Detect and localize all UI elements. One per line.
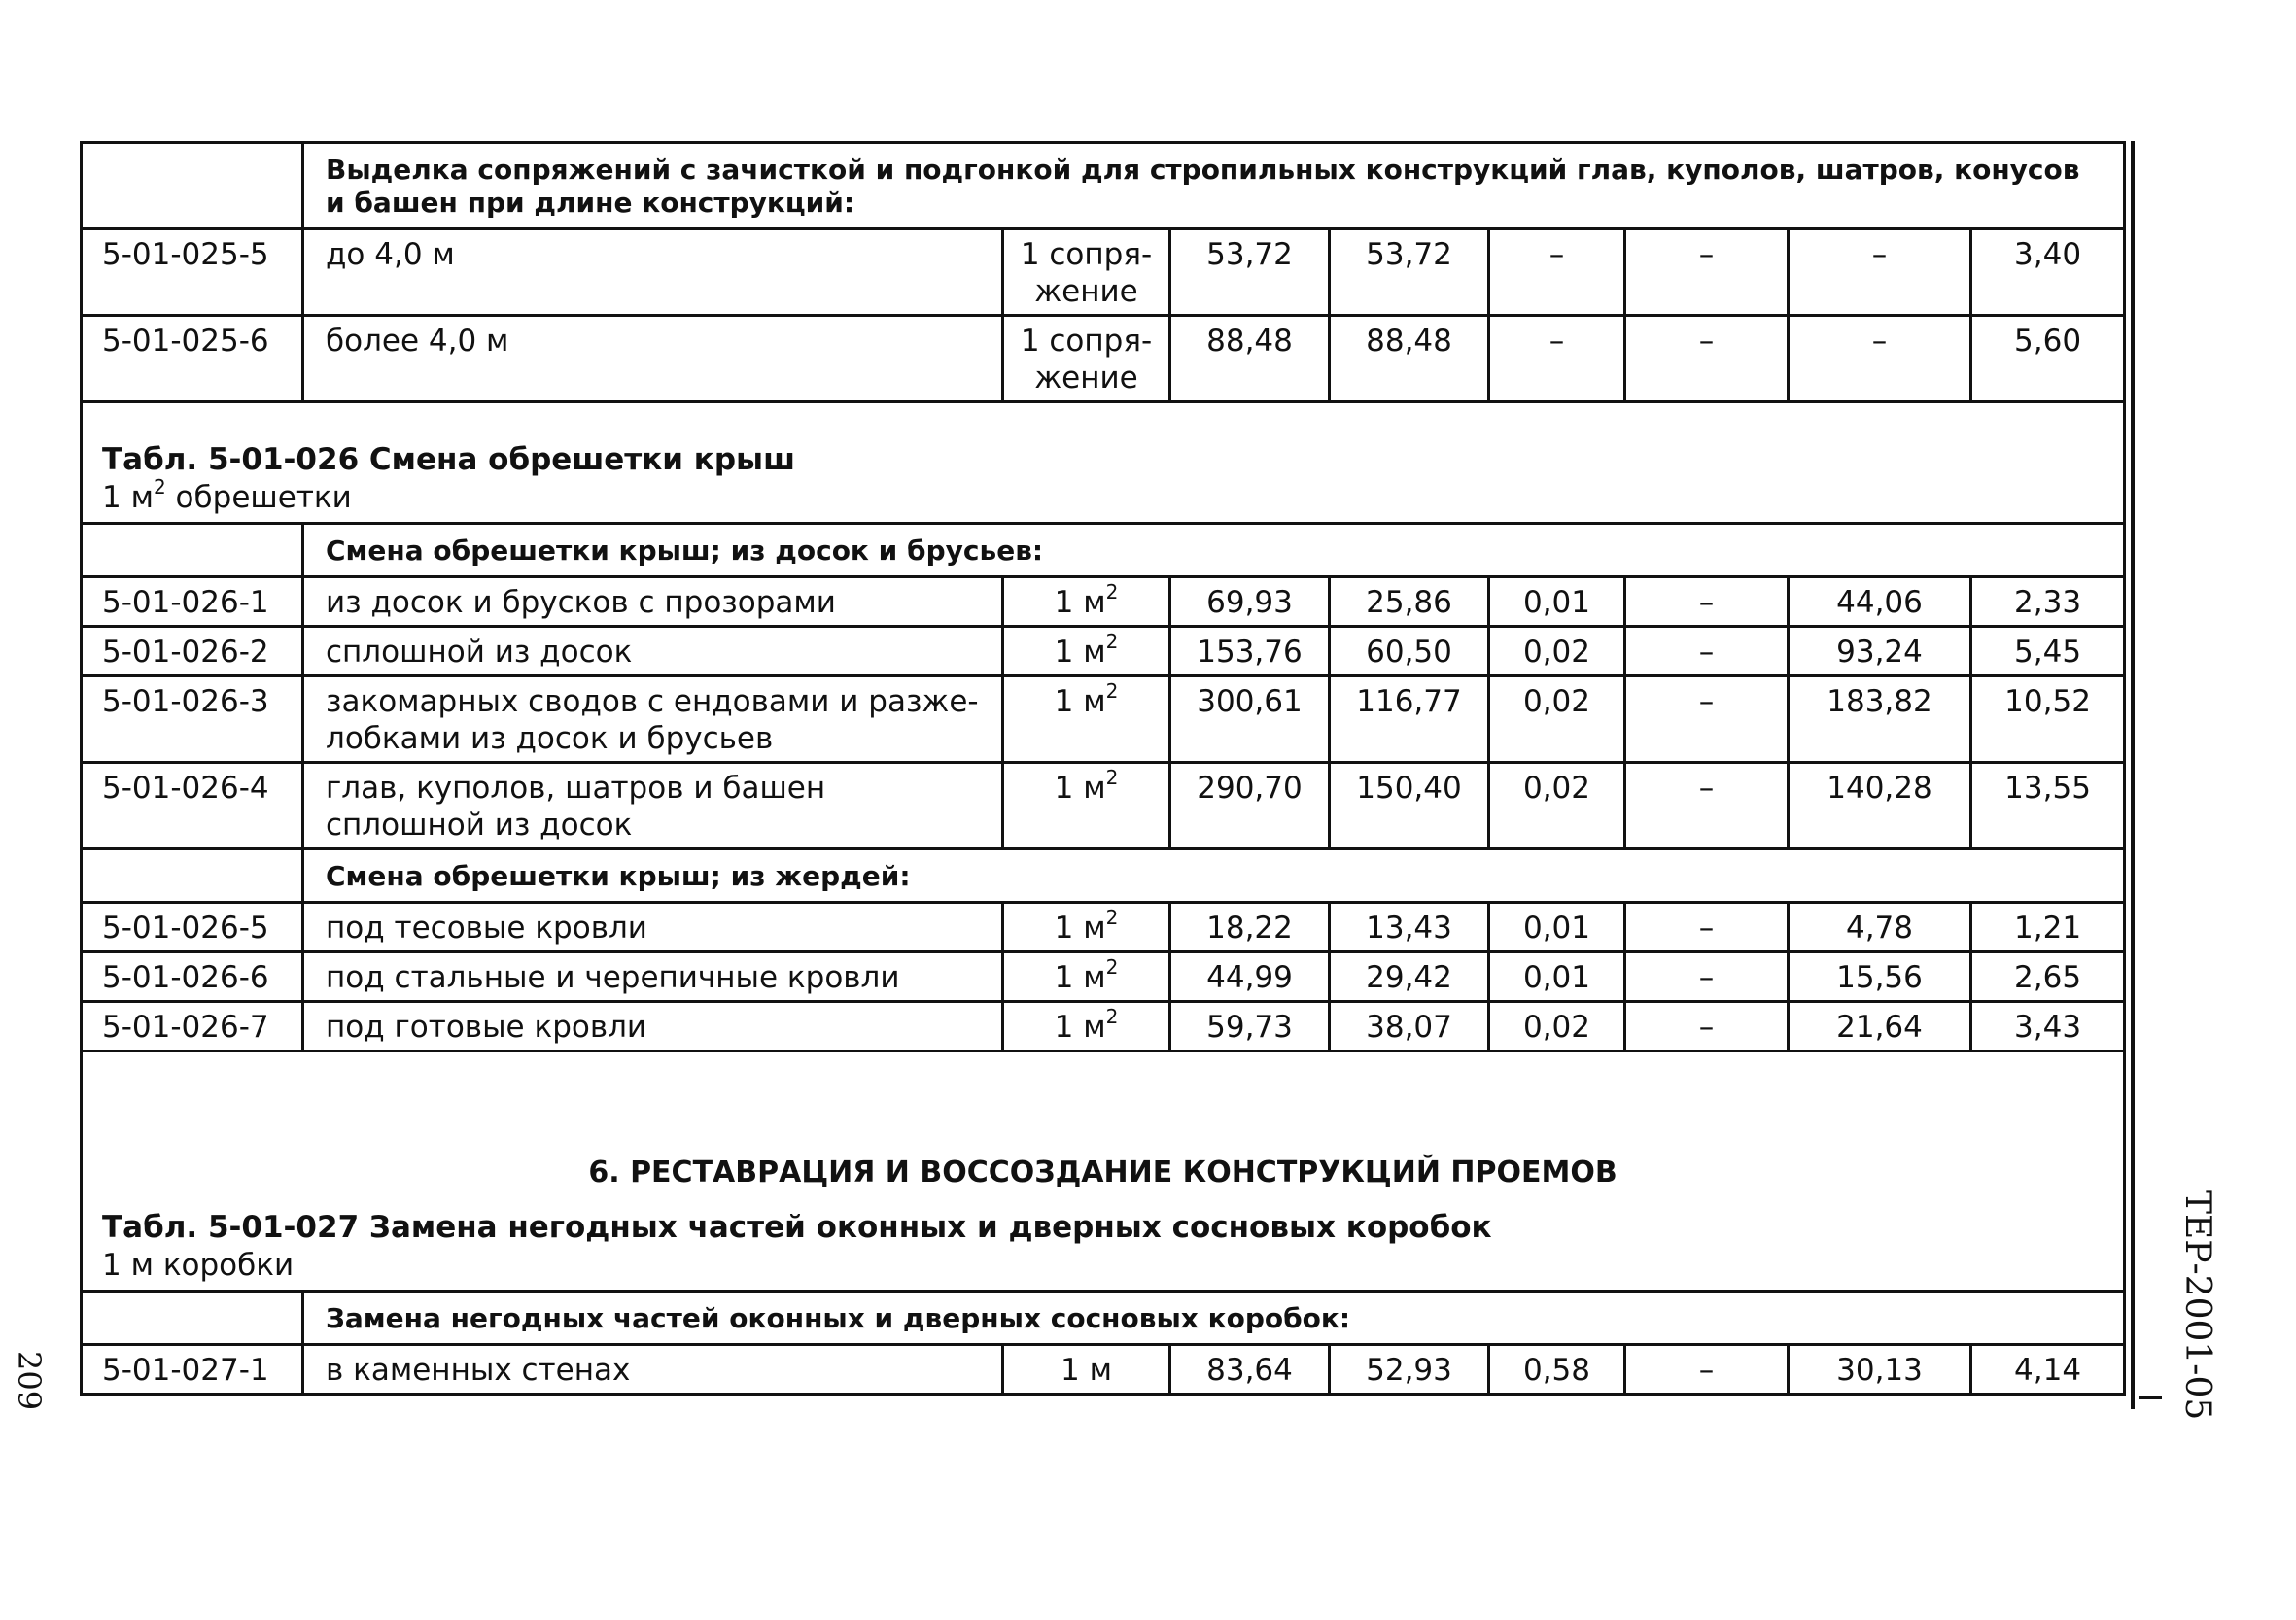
- cell-value: 5,60: [1971, 316, 2125, 402]
- row-unit: 1 сопря-жение: [1003, 229, 1170, 316]
- row-code: 5-01-027-1: [82, 1345, 303, 1395]
- row-code: 5-01-025-6: [82, 316, 303, 402]
- table-row: [82, 763, 2125, 849]
- table-row: [82, 1345, 2125, 1395]
- row-unit: 1 $м^2$: [1003, 763, 1170, 849]
- cell-value: 0,02: [1489, 1002, 1625, 1051]
- cell-value: –: [1625, 676, 1789, 763]
- row-name: под стальные и черепичные кровли: [303, 952, 1003, 1002]
- row-name: до 4,0 м: [303, 229, 1003, 316]
- table-unit: 1 м коробки: [102, 1248, 295, 1283]
- table-row: [82, 952, 2125, 1002]
- row-name: под готовые кровли: [303, 1002, 1003, 1051]
- group-row: [82, 524, 2125, 577]
- cell-value: 88,48: [1170, 316, 1330, 402]
- row-unit: 1 $м^2$: [1003, 627, 1170, 676]
- row-code: 5-01-026-3: [82, 676, 303, 763]
- cell-value: 290,70: [1170, 763, 1330, 849]
- cell-value: 88,48: [1330, 316, 1489, 402]
- cell-value: 13,43: [1330, 903, 1489, 952]
- row-code: 5-01-026-1: [82, 577, 303, 627]
- row-name: глав, куполов, шатров и башен сплошной из досок: [303, 763, 1003, 849]
- cell-value: 69,93: [1170, 577, 1330, 627]
- cell-value: 1,21: [1971, 903, 2125, 952]
- table-row: [82, 903, 2125, 952]
- group-row: [82, 1292, 2125, 1345]
- cell-value: –: [1625, 763, 1789, 849]
- cell-value: 0,58: [1489, 1345, 1625, 1395]
- cell-value: 3,40: [1971, 229, 2125, 316]
- cell-value: 116,77: [1330, 676, 1489, 763]
- cell-value: 13,55: [1971, 763, 2125, 849]
- table-row: [82, 316, 2125, 402]
- group-header: Смена обрешетки крыш; из досок и брусьев:: [303, 524, 2125, 577]
- section-title-row: [82, 402, 2125, 524]
- row-code: 5-01-026-2: [82, 627, 303, 676]
- cell-value: 83,64: [1170, 1345, 1330, 1395]
- cell-value: 3,43: [1971, 1002, 2125, 1051]
- cell-value: 0,02: [1489, 676, 1625, 763]
- cell-value: 29,42: [1330, 952, 1489, 1002]
- row-unit: 1 $м^2$: [1003, 577, 1170, 627]
- cell-value: –: [1625, 903, 1789, 952]
- cell-value: 52,93: [1330, 1345, 1489, 1395]
- cell-value: 300,61: [1170, 676, 1330, 763]
- row-name: из досок и брусков с прозорами: [303, 577, 1003, 627]
- cell-value: 59,73: [1170, 1002, 1330, 1051]
- group-row: [82, 849, 2125, 903]
- row-unit: 1 $м^2$: [1003, 952, 1170, 1002]
- row-code: 5-01-026-6: [82, 952, 303, 1002]
- section-title-row: [82, 1051, 2125, 1292]
- table-unit: 1 $м^2$ обрешетки: [102, 475, 352, 515]
- cell-value: –: [1625, 627, 1789, 676]
- cell-value: –: [1625, 229, 1789, 316]
- cell-value: 2,65: [1971, 952, 2125, 1002]
- margin-rule-tick: [2139, 1396, 2162, 1399]
- document-code: ТЕР-2001-05: [2177, 1190, 2217, 1421]
- row-unit: 1 м: [1003, 1345, 1170, 1395]
- table-title: Табл. 5-01-027 Замена негодных частей оконных и дверных сосновых коробок: [102, 1210, 1492, 1245]
- cell-value: –: [1789, 316, 1971, 402]
- group-header: Выделка сопряжений с зачисткой и подгонкой для стропильных конструкций глав, куполов, шатров, конусов и башен при длине конструкций:: [303, 143, 2125, 229]
- row-code: 5-01-025-5: [82, 229, 303, 316]
- table-title: Табл. 5-01-026 Смена обрешетки крыш: [102, 442, 795, 477]
- table-row: [82, 1002, 2125, 1051]
- table-row: [82, 229, 2125, 316]
- cell-value: –: [1625, 952, 1789, 1002]
- cell-value: 0,02: [1489, 627, 1625, 676]
- cell-value: 53,72: [1170, 229, 1330, 316]
- row-code: 5-01-026-5: [82, 903, 303, 952]
- row-code: 5-01-026-7: [82, 1002, 303, 1051]
- cell-value: 44,06: [1789, 577, 1971, 627]
- cell-value: 10,52: [1971, 676, 2125, 763]
- row-name: сплошной из досок: [303, 627, 1003, 676]
- margin-rule: [2131, 141, 2135, 1409]
- cell-value: 0,01: [1489, 577, 1625, 627]
- row-unit: 1 $м^2$: [1003, 903, 1170, 952]
- cell-value: 30,13: [1789, 1345, 1971, 1395]
- cell-value: 4,78: [1789, 903, 1971, 952]
- row-unit: 1 сопря-жение: [1003, 316, 1170, 402]
- cell-value: 140,28: [1789, 763, 1971, 849]
- cell-value: 183,82: [1789, 676, 1971, 763]
- row-code: 5-01-026-4: [82, 763, 303, 849]
- price-table: [80, 141, 2126, 1396]
- cell-value: 5,45: [1971, 627, 2125, 676]
- cell-value: 153,76: [1170, 627, 1330, 676]
- cell-value: –: [1625, 577, 1789, 627]
- cell-value: 44,99: [1170, 952, 1330, 1002]
- group-header: Замена негодных частей оконных и дверных сосновых коробок:: [303, 1292, 2125, 1345]
- group-header: Смена обрешетки крыш; из жердей:: [303, 849, 2125, 903]
- cell-value: 0,02: [1489, 763, 1625, 849]
- page-number: 209: [11, 1351, 48, 1411]
- table-row: [82, 676, 2125, 763]
- cell-value: 0,01: [1489, 952, 1625, 1002]
- section-heading: 6. РЕСТАВРАЦИЯ И ВОССОЗДАНИЕ КОНСТРУКЦИЙ ПРОЕМОВ: [588, 1155, 1618, 1189]
- cell-value: –: [1625, 1345, 1789, 1395]
- row-name: под тесовые кровли: [303, 903, 1003, 952]
- cell-value: 93,24: [1789, 627, 1971, 676]
- cell-value: 21,64: [1789, 1002, 1971, 1051]
- cell-value: 0,01: [1489, 903, 1625, 952]
- row-unit: 1 $м^2$: [1003, 676, 1170, 763]
- cell-value: –: [1789, 229, 1971, 316]
- cell-value: 53,72: [1330, 229, 1489, 316]
- cell-value: –: [1625, 1002, 1789, 1051]
- cell-value: 150,40: [1330, 763, 1489, 849]
- row-name: закомарных сводов с ендовами и разже-лобками из досок и брусьев: [303, 676, 1003, 763]
- cell-value: 60,50: [1330, 627, 1489, 676]
- cell-value: 15,56: [1789, 952, 1971, 1002]
- cell-value: 38,07: [1330, 1002, 1489, 1051]
- row-name: в каменных стенах: [303, 1345, 1003, 1395]
- cell-value: 4,14: [1971, 1345, 2125, 1395]
- cell-value: –: [1625, 316, 1789, 402]
- table-row: [82, 577, 2125, 627]
- cell-value: –: [1489, 316, 1625, 402]
- row-unit: 1 $м^2$: [1003, 1002, 1170, 1051]
- price-table-sheet: [80, 141, 2123, 1396]
- table-row: [82, 627, 2125, 676]
- cell-value: 18,22: [1170, 903, 1330, 952]
- group-row: [82, 143, 2125, 229]
- row-name: более 4,0 м: [303, 316, 1003, 402]
- cell-value: –: [1489, 229, 1625, 316]
- cell-value: 25,86: [1330, 577, 1489, 627]
- cell-value: 2,33: [1971, 577, 2125, 627]
